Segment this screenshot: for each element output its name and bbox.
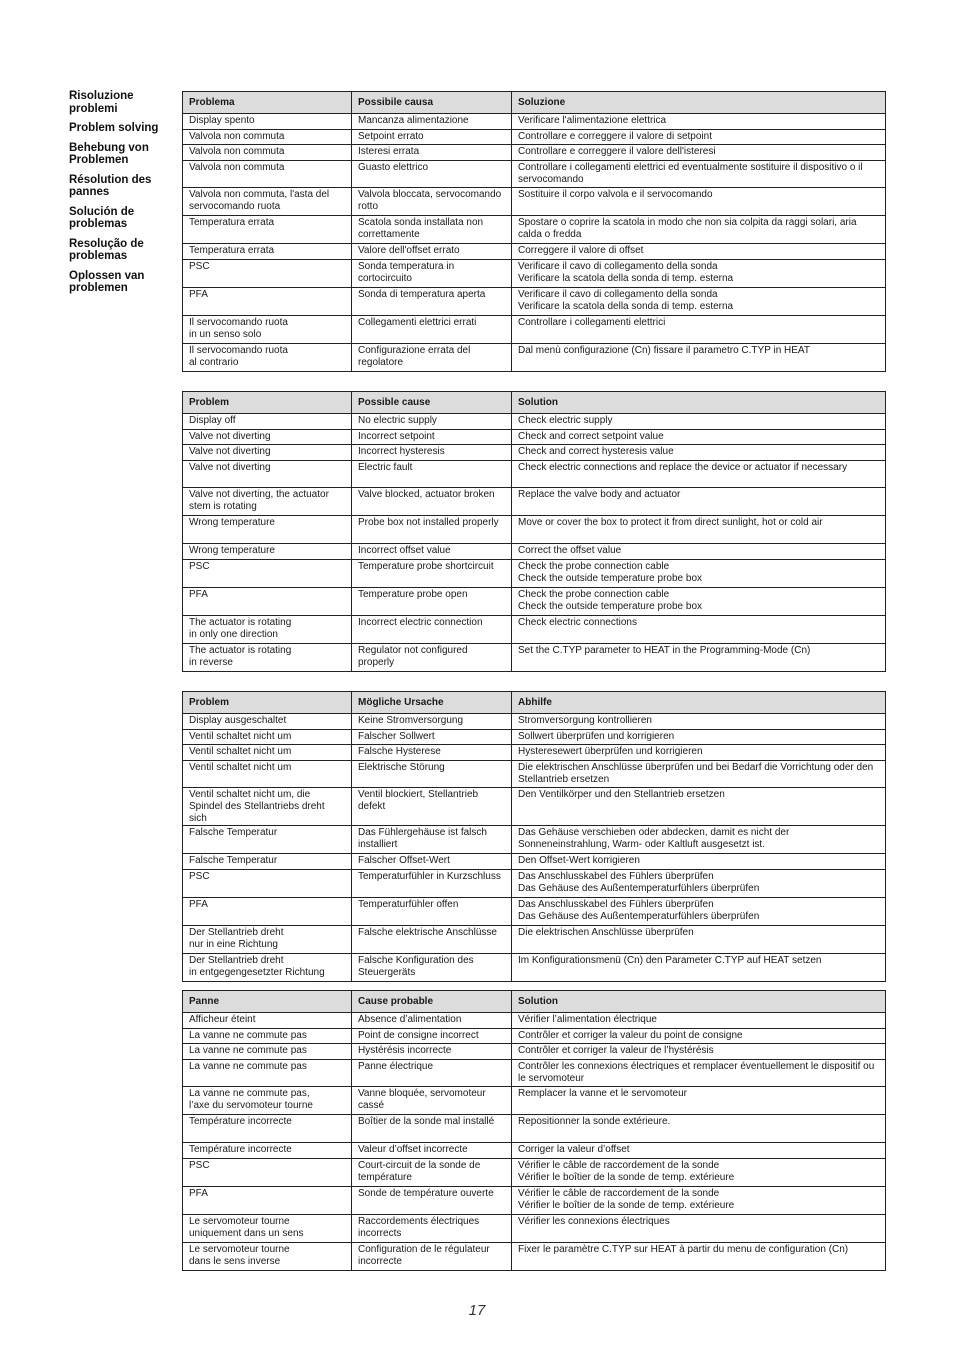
cause-cell: Incorrect setpoint	[352, 430, 512, 445]
cause-cell: Hystérésis incorrecte	[352, 1044, 512, 1060]
solution-header: Solution	[512, 991, 886, 1013]
solution-cell: Vérifier le câble de raccordement de la sonde Vérifier le boîtier de la sonde de temp. extérieure	[512, 1187, 886, 1215]
table-header-row	[183, 92, 886, 114]
cause-cell: Point de consigne incorrect	[352, 1029, 512, 1044]
solution-cell: Correggere il valore di offset	[512, 244, 886, 260]
problem-cell: Température incorrecte	[183, 1115, 352, 1143]
cause-cell: Falsche Konfiguration des Steuergeräts	[352, 954, 512, 982]
table-row	[183, 1143, 886, 1159]
solution-cell: Check electric supply	[512, 414, 886, 430]
cause-cell: Temperaturfühler offen	[352, 898, 512, 926]
cause-cell: Setpoint errato	[352, 130, 512, 145]
language-heading: Résolution des pannes	[69, 173, 152, 198]
table-header-row	[183, 392, 886, 414]
troubleshooting-table-de	[182, 691, 886, 982]
problem-cell: PFA	[183, 288, 352, 316]
table-row	[183, 445, 886, 461]
table-row	[183, 560, 886, 588]
table-row	[183, 260, 886, 288]
solution-cell: Verificare il cavo di collegamento della sonda Verificare la scatola della sonda di temp. esterna	[512, 260, 886, 288]
problem-cell: Valvola non commuta	[183, 161, 352, 188]
solution-cell: Controllare i collegamenti elettrici ed eventualmente sostituire il dispositivo o il servocomando	[512, 161, 886, 188]
table-row	[183, 130, 886, 145]
solution-cell: Check and correct hysteresis value	[512, 445, 886, 461]
cause-cell: Valore dell'offset errato	[352, 244, 512, 260]
solution-cell: Im Konfigurationsmenü (Cn) den Parameter C.TYP auf HEAT setzen	[512, 954, 886, 982]
language-heading: Risoluzione problemi	[69, 90, 134, 115]
cause-cell: Sonda di temperatura aperta	[352, 288, 512, 316]
solution-cell: Repositionner la sonde extérieure.	[512, 1115, 886, 1143]
cause-cell: Valve blocked, actuator broken	[352, 488, 512, 516]
cause-cell: Boîtier de la sonde mal installé	[352, 1115, 512, 1143]
cause-header: Possibile causa	[352, 92, 512, 114]
table-row	[183, 1087, 886, 1115]
cause-cell: Electric fault	[352, 461, 512, 488]
solution-cell: Vérifier l’alimentation électrique	[512, 1013, 886, 1029]
cause-cell: Probe box not installed properly	[352, 516, 512, 544]
cause-cell: No electric supply	[352, 414, 512, 430]
solution-cell: Hysteresewert überprüfen und korrigieren	[512, 745, 886, 761]
table-row	[183, 488, 886, 516]
table-row	[183, 1029, 886, 1044]
table-row	[183, 461, 886, 488]
solution-cell: Controllare e correggere il valore dell'isteresi	[512, 145, 886, 161]
cause-cell: Mancanza alimentazione	[352, 114, 512, 130]
cause-cell: Configurazione errata del regolatore	[352, 344, 512, 372]
problem-cell: Display spento	[183, 114, 352, 130]
table-row	[183, 114, 886, 130]
problem-header: Problem	[183, 692, 352, 714]
cause-cell: Guasto elettrico	[352, 161, 512, 188]
cause-cell: Falsche elektrische Anschlüsse	[352, 926, 512, 954]
cause-cell: Absence d’alimentation	[352, 1013, 512, 1029]
cause-header: Mögliche Ursache	[352, 692, 512, 714]
problem-cell: La vanne ne commute pas	[183, 1060, 352, 1087]
problem-cell: PSC	[183, 560, 352, 588]
cause-cell: Regulator not configured properly	[352, 644, 512, 672]
solution-cell: Check electric connections	[512, 616, 886, 644]
problem-cell: Il servocomando ruota in un senso solo	[183, 316, 352, 344]
solution-header: Abhilfe	[512, 692, 886, 714]
problem-cell: Valvola non commuta	[183, 145, 352, 161]
language-heading: Oplossen van problemen	[69, 269, 145, 294]
problem-cell: PFA	[183, 1187, 352, 1215]
problem-cell: Wrong temperature	[183, 544, 352, 560]
language-heading: Behebung von Problemen	[69, 141, 149, 166]
solution-cell: Contrôler et corriger la valeur de l’hystérésis	[512, 1044, 886, 1060]
problem-cell: La vanne ne commute pas	[183, 1029, 352, 1044]
solution-cell: Das Anschlusskabel des Fühlers überprüfen Das Gehäuse des Außentemperaturfühlers überprüfen	[512, 870, 886, 898]
solution-cell: Contrôler et corriger la valeur du point de consigne	[512, 1029, 886, 1044]
troubleshooting-table-fr	[182, 990, 886, 1271]
table-row	[183, 870, 886, 898]
solution-cell: Die elektrischen Anschlüsse überprüfen und bei Bedarf die Vorrichtung oder den Stellantrieb ersetzen	[512, 761, 886, 788]
problem-cell: Temperatura errata	[183, 216, 352, 244]
table-row	[183, 745, 886, 761]
table-row	[183, 1159, 886, 1187]
table-row	[183, 588, 886, 616]
solution-cell: Den Ventilkörper und den Stellantrieb ersetzen	[512, 788, 886, 826]
cause-cell: Sonda temperatura in cortocircuito	[352, 260, 512, 288]
cause-cell: Incorrect electric connection	[352, 616, 512, 644]
problem-cell: Display off	[183, 414, 352, 430]
solution-cell: Contrôler les connexions électriques et remplacer éventuellement le dispositif ou le servomoteur	[512, 1060, 886, 1087]
cause-cell: Collegamenti elettrici errati	[352, 316, 512, 344]
table-row	[183, 1115, 886, 1143]
cause-cell: Das Fühlergehäuse ist falsch installiert	[352, 826, 512, 854]
problem-cell: Valvola non commuta	[183, 130, 352, 145]
cause-header: Cause probable	[352, 991, 512, 1013]
solution-cell: Verificare il cavo di collegamento della sonda Verificare la scatola della sonda di temp. esterna	[512, 288, 886, 316]
table-row	[183, 188, 886, 216]
table-row	[183, 954, 886, 982]
solution-cell: Controllare i collegamenti elettrici	[512, 316, 886, 344]
table-row	[183, 1187, 886, 1215]
problem-cell: Ventil schaltet nicht um	[183, 761, 352, 788]
cause-cell: Ventil blockiert, Stellantrieb defekt	[352, 788, 512, 826]
problem-cell: Le servomoteur tourne dans le sens inverse	[183, 1243, 352, 1271]
cause-cell: Panne électrique	[352, 1060, 512, 1087]
table-row	[183, 244, 886, 260]
problem-cell: Le servomoteur tourne uniquement dans un sens	[183, 1215, 352, 1243]
problem-cell: Display ausgeschaltet	[183, 714, 352, 730]
cause-cell: Temperature probe shortcircuit	[352, 560, 512, 588]
table-row	[183, 316, 886, 344]
problem-cell: Valve not diverting	[183, 430, 352, 445]
solution-cell: Spostare o coprire la scatola in modo che non sia colpita da raggi solari, aria calda o fredda	[512, 216, 886, 244]
cause-cell: Elektrische Störung	[352, 761, 512, 788]
cause-cell: Incorrect hysteresis	[352, 445, 512, 461]
table-row	[183, 430, 886, 445]
problem-cell: PSC	[183, 1159, 352, 1187]
solution-cell: Sostituire il corpo valvola e il servocomando	[512, 188, 886, 216]
problem-cell: Valve not diverting	[183, 445, 352, 461]
solution-cell: Sollwert überprüfen und korrigieren	[512, 730, 886, 745]
problem-cell: Der Stellantrieb dreht in entgegengesetzter Richtung	[183, 954, 352, 982]
table-row	[183, 730, 886, 745]
table-row	[183, 761, 886, 788]
problem-cell: The actuator is rotating in only one direction	[183, 616, 352, 644]
cause-cell: Falscher Offset-Wert	[352, 854, 512, 870]
solution-cell: Replace the valve body and actuator	[512, 488, 886, 516]
problem-cell: Ventil schaltet nicht um, die Spindel des Stellantriebs dreht sich	[183, 788, 352, 826]
table-row	[183, 826, 886, 854]
cause-cell: Falscher Sollwert	[352, 730, 512, 745]
problem-cell: Valve not diverting, the actuator stem is rotating	[183, 488, 352, 516]
cause-cell: Valeur d’offset incorrecte	[352, 1143, 512, 1159]
cause-cell: Vanne bloquée, servomoteur cassé	[352, 1087, 512, 1115]
table-row	[183, 516, 886, 544]
solution-cell: Das Anschlusskabel des Fühlers überprüfen Das Gehäuse des Außentemperaturfühlers überprüfen	[512, 898, 886, 926]
solution-cell: Vérifier le câble de raccordement de la sonde Vérifier le boîtier de la sonde de temp. extérieure	[512, 1159, 886, 1187]
problem-cell: Afficheur éteint	[183, 1013, 352, 1029]
problem-cell: La vanne ne commute pas	[183, 1044, 352, 1060]
table-row	[183, 1060, 886, 1087]
language-index	[69, 90, 179, 302]
solution-cell: Check and correct setpoint value	[512, 430, 886, 445]
troubleshooting-table-en	[182, 391, 886, 672]
solution-header: Soluzione	[512, 92, 886, 114]
cause-cell: Scatola sonda installata non correttamente	[352, 216, 512, 244]
cause-cell: Falsche Hysterese	[352, 745, 512, 761]
solution-cell: Controllare e correggere il valore di setpoint	[512, 130, 886, 145]
language-heading: Problem solving	[69, 122, 159, 134]
cause-header: Possible cause	[352, 392, 512, 414]
table-row	[183, 1044, 886, 1060]
solution-cell: Stromversorgung kontrollieren	[512, 714, 886, 730]
cause-cell: Temperature probe open	[352, 588, 512, 616]
solution-cell: Das Gehäuse verschieben oder abdecken, damit es nicht der Sonneneinstrahlung, Warm- oder Kaltluft ausgesetzt ist.	[512, 826, 886, 854]
cause-cell: Isteresi errata	[352, 145, 512, 161]
problem-cell: Ventil schaltet nicht um	[183, 745, 352, 761]
problem-cell: Falsche Temperatur	[183, 826, 352, 854]
table-row	[183, 288, 886, 316]
table-header-row	[183, 991, 886, 1013]
problem-cell: PFA	[183, 898, 352, 926]
table-row	[183, 414, 886, 430]
problem-cell: La vanne ne commute pas, l’axe du servomoteur tourne	[183, 1087, 352, 1115]
table-row	[183, 926, 886, 954]
table-row	[183, 714, 886, 730]
solution-cell: Verificare l'alimentazione elettrica	[512, 114, 886, 130]
solution-cell: Check the probe connection cable Check the outside temperature probe box	[512, 560, 886, 588]
problem-cell: Der Stellantrieb dreht nur in eine Richtung	[183, 926, 352, 954]
problem-cell: Valve not diverting	[183, 461, 352, 488]
problem-header: Problem	[183, 392, 352, 414]
cause-cell: Keine Stromversorgung	[352, 714, 512, 730]
language-heading: Resolução de problemas	[69, 237, 144, 262]
solution-cell: Move or cover the box to protect it from direct sunlight, hot or cold air	[512, 516, 886, 544]
problem-cell: Temperatura errata	[183, 244, 352, 260]
problem-cell: PSC	[183, 260, 352, 288]
page-number: 17	[468, 1302, 486, 1319]
table-row	[183, 344, 886, 372]
table-row	[183, 788, 886, 826]
language-heading: Solución de problemas	[69, 205, 135, 230]
problem-cell: Falsche Temperatur	[183, 854, 352, 870]
solution-cell: Remplacer la vanne et le servomoteur	[512, 1087, 886, 1115]
table-row	[183, 644, 886, 672]
solution-cell: Den Offset-Wert korrigieren	[512, 854, 886, 870]
table-row	[183, 145, 886, 161]
problem-cell: The actuator is rotating in reverse	[183, 644, 352, 672]
problem-cell: Il servocomando ruota al contrario	[183, 344, 352, 372]
cause-cell: Raccordements électriques incorrects	[352, 1215, 512, 1243]
problem-cell: Wrong temperature	[183, 516, 352, 544]
solution-cell: Dal menù configurazione (Cn) fissare il parametro C.TYP in HEAT	[512, 344, 886, 372]
solution-header: Solution	[512, 392, 886, 414]
table-row	[183, 616, 886, 644]
table-row	[183, 216, 886, 244]
solution-cell: Correct the offset value	[512, 544, 886, 560]
solution-cell: Vérifier les connexions électriques	[512, 1215, 886, 1243]
cause-cell: Sonde de température ouverte	[352, 1187, 512, 1215]
problem-header: Problema	[183, 92, 352, 114]
cause-cell: Valvola bloccata, servocomando rotto	[352, 188, 512, 216]
table-row	[183, 1013, 886, 1029]
table-row	[183, 898, 886, 926]
table-row	[183, 1215, 886, 1243]
solution-cell: Check the probe connection cable Check the outside temperature probe box	[512, 588, 886, 616]
problem-cell: PSC	[183, 870, 352, 898]
solution-cell: Fixer le paramètre C.TYP sur HEAT à partir du menu de configuration (Cn)	[512, 1243, 886, 1271]
cause-cell: Incorrect offset value	[352, 544, 512, 560]
table-row	[183, 161, 886, 188]
table-row	[183, 1243, 886, 1271]
solution-cell: Die elektrischen Anschlüsse überprüfen	[512, 926, 886, 954]
cause-cell: Configuration de le régulateur incorrecte	[352, 1243, 512, 1271]
cause-cell: Court-circuit de la sonde de température	[352, 1159, 512, 1187]
table-row	[183, 544, 886, 560]
solution-cell: Set the C.TYP parameter to HEAT in the Programming-Mode (Cn)	[512, 644, 886, 672]
problem-cell: PFA	[183, 588, 352, 616]
problem-cell: Température incorrecte	[183, 1143, 352, 1159]
table-row	[183, 854, 886, 870]
cause-cell: Temperaturfühler in Kurzschluss	[352, 870, 512, 898]
table-header-row	[183, 692, 886, 714]
solution-cell: Check electric connections and replace the device or actuator if necessary	[512, 461, 886, 488]
problem-cell: Ventil schaltet nicht um	[183, 730, 352, 745]
solution-cell: Corriger la valeur d’offset	[512, 1143, 886, 1159]
troubleshooting-table-it	[182, 91, 886, 372]
problem-header: Panne	[183, 991, 352, 1013]
problem-cell: Valvola non commuta, l'asta del servocomando ruota	[183, 188, 352, 216]
